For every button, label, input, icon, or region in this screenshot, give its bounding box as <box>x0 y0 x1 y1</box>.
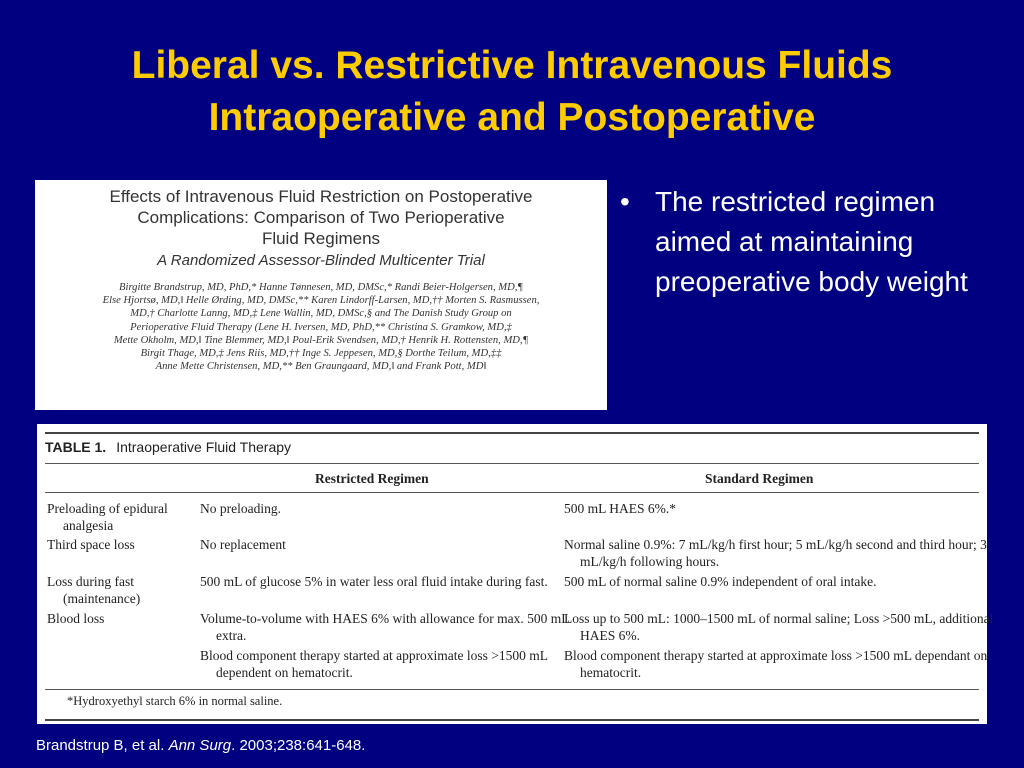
fluid-therapy-table <box>37 424 994 724</box>
table-label: TABLE 1. <box>45 439 107 455</box>
citation-journal: Ann Surg <box>168 737 232 754</box>
row-standard: 500 mL HAES 6%.* <box>564 501 676 516</box>
article-authors <box>35 281 607 373</box>
article-subtitle: A Randomized Assessor-Blinded Multicenter Trial <box>157 252 485 269</box>
slide-title-line-1: Liberal vs. Restrictive Intravenous Fluids <box>131 44 893 87</box>
row-standard: Loss up to 500 mL: 1000–1500 mL of normal saline; Loss >500 mL, additional HAES 6%. <box>564 611 994 643</box>
citation-authors: Brandstrup B, et al. <box>36 737 169 754</box>
table-footnote: *Hydroxyethyl starch 6% in normal saline. <box>45 689 979 721</box>
article-title-line: Complications: Comparison of Two Perioperative <box>137 208 505 227</box>
row-standard: Normal saline 0.9%: 7 mL/kg/h first hour; 5 mL/kg/h second and third hour; 3 mL/kg/h following hours. <box>564 537 987 569</box>
row-restricted: No preloading. <box>200 501 281 516</box>
author-line: Perioperative Fluid Therapy (Lene H. Iversen, MD, PhD,** Christina S. Gramkow, MD,‡ <box>130 321 512 333</box>
table-row <box>45 501 979 537</box>
article-header-image <box>35 180 607 410</box>
slide-title <box>0 40 1024 144</box>
citation <box>36 737 365 754</box>
bullet-icon: • <box>620 186 630 217</box>
author-line: Mette Okholm, MD,‖ Tine Blemmer, MD,‖ Poul-Erik Svendsen, MD,† Henrik H. Rottensten, MD,¶ <box>113 334 529 346</box>
row-restricted: Blood component therapy started at approximate loss >1500 mL dependent on hematocrit. <box>200 648 548 680</box>
row-restricted: Volume-to-volume with HAES 6% with allowance for max. 500 mL extra. <box>200 611 569 643</box>
author-line: Anne Mette Christensen, MD,** Ben Graungaard, MD,‖ and Frank Pott, MD‖ <box>155 361 487 373</box>
row-restricted: 500 mL of glucose 5% in water less oral fluid intake during fast. <box>200 574 548 589</box>
row-category: Third space loss <box>47 537 135 552</box>
row-standard: Blood component therapy started at approximate loss >1500 mL dependant on hematocrit. <box>564 648 988 680</box>
article-title-line: Fluid Regimens <box>261 229 381 248</box>
citation-details: . 2003;238:641-648. <box>231 737 366 754</box>
table-row <box>45 537 987 574</box>
article-title-line: Effects of Intravenous Fluid Restriction on Postoperative <box>109 187 533 206</box>
bullet-text: The restricted regimen aimed at maintaining preoperative body weight <box>655 186 968 297</box>
header-standard: Standard Regimen <box>705 471 814 486</box>
row-category: Blood loss <box>47 611 105 626</box>
row-category: Preloading of epidural analgesia <box>47 501 168 533</box>
table-row <box>45 611 994 648</box>
article-title <box>35 186 607 249</box>
slide-title-line-2: Intraoperative and Postoperative <box>208 96 816 139</box>
author-line: Birgitte Brandstrup, MD, PhD,* Hanne Tønnesen, MD, DMSc,* Randi Beier-Holgersen, MD,¶ <box>119 282 523 293</box>
table-row <box>45 648 988 684</box>
row-category: Loss during fast (maintenance) <box>47 574 141 606</box>
header-restricted: Restricted Regimen <box>315 471 429 486</box>
author-line: Birgit Thage, MD,‡ Jens Riis, MD,†† Inge S. Jeppesen, MD,§ Dorthe Teilum, MD,‡‡ <box>140 348 502 360</box>
row-standard: 500 mL of normal saline 0.9% independent of oral intake. <box>564 574 877 589</box>
table-body <box>45 493 994 680</box>
table-caption <box>45 432 979 464</box>
table-caption-text: Intraoperative Fluid Therapy <box>116 439 292 455</box>
author-line: MD,† Charlotte Lanng, MD,‡ Lene Wallin, MD, DMSc,§ and The Danish Study Group on <box>130 308 512 320</box>
author-line: Else Hjortsø, MD,‖ Helle Ørding, MD, DMSc,** Karen Lindorff-Larsen, MD,†† Morten S. Rasmussen, <box>102 295 540 307</box>
row-restricted: No replacement <box>200 537 286 552</box>
table-row <box>45 574 979 611</box>
table-header-row <box>45 464 979 493</box>
